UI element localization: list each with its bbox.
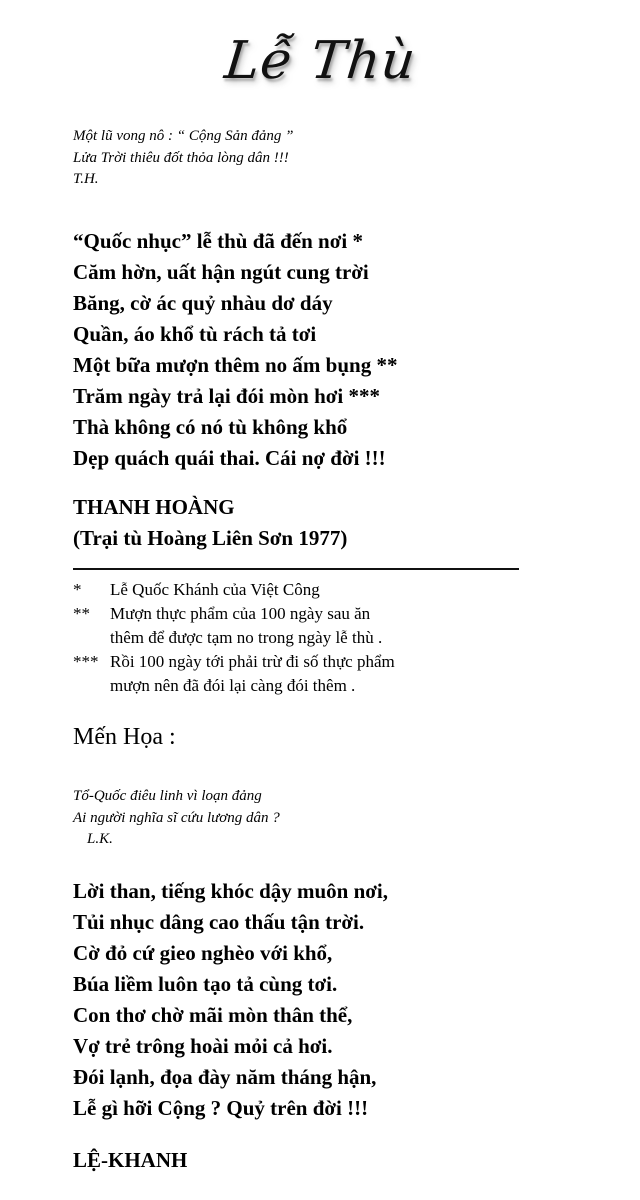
epigraph-one-signature: T.H. [73, 171, 99, 187]
footnote-item [73, 602, 395, 650]
epigraph-one [73, 126, 293, 191]
footnote-text: Lễ Quốc Khánh của Việt Công [110, 580, 320, 599]
footnote-text: Mượn thực phẩm của 100 ngày sau ăn [110, 604, 371, 623]
epigraph-two-line-2: Ai người nghĩa sĩ cứu lương dân ? [73, 809, 280, 826]
poem-one-byline [73, 492, 347, 554]
poem-one-line-8: Dẹp quách quái thai. Cái nợ đời !!! [73, 446, 386, 470]
poem-two-line-6: Vợ trẻ trông hoài mỏi cả hơi. [73, 1034, 333, 1058]
poem-one-line-5: Một bữa mượn thêm no ấm bụng ** [73, 353, 398, 377]
footnote-divider [73, 568, 519, 570]
page-title-container [0, 31, 640, 91]
poem-one-line-7: Thà không có nó tù không khổ [73, 415, 348, 439]
footnote-marker: * [73, 580, 82, 599]
footnote-item [73, 650, 395, 698]
poem-two-line-3: Cờ đỏ cứ gieo nghèo với khổ, [73, 941, 333, 965]
footnote-marker: *** [73, 652, 99, 671]
epigraph-two-signature: L.K. [87, 831, 113, 847]
footnote-text: Rồi 100 ngày tới phải trừ đi số thực phẩm [110, 652, 395, 671]
poem-two-line-7: Đói lạnh, đọa đày năm tháng hận, [73, 1065, 377, 1089]
poem-two-author: LỆ-KHANH [73, 1148, 188, 1172]
footnote-item [73, 578, 395, 602]
poem-two-line-1: Lời than, tiếng khóc dậy muôn nơi, [73, 879, 388, 903]
epigraph-one-line-2: Lửa Trời thiêu đốt thỏa lòng dân !!! [73, 149, 289, 166]
epigraph-two-line-1: Tổ-Quốc điêu linh vì loạn đảng [73, 788, 262, 804]
section-heading: Mến Họa : [73, 724, 176, 750]
page-title: Lễ Thù [221, 31, 419, 91]
footnote-continuation: thêm để được tạm no trong ngày lễ thù . [110, 628, 383, 647]
poem-one-place-year: (Trại tù Hoàng Liên Sơn 1977) [73, 526, 348, 550]
poem-two-line-4: Búa liềm luôn tạo tả cùng tơi. [73, 972, 338, 996]
poem-one-line-4: Quần, áo khổ tù rách tả tơi [73, 322, 317, 346]
poem-two-line-8: Lễ gì hỡi Cộng ? Quỷ trên đời !!! [73, 1096, 369, 1120]
poem-two [73, 876, 388, 1124]
footnote-marker: ** [73, 604, 90, 623]
poem-two-line-5: Con thơ chờ mãi mòn thân thể, [73, 1003, 353, 1027]
poem-one-line-1: “Quốc nhục” lễ thù đã đến nơi * [73, 229, 363, 253]
poem-one-line-3: Băng, cờ ác quỷ nhàu dơ dáy [73, 291, 333, 315]
epigraph-one-line-1: Một lũ vong nô : “ Cộng Sản đảng ” [73, 128, 294, 144]
poem-one-line-2: Căm hờn, uất hận ngút cung trời [73, 260, 369, 284]
poem-one-line-6: Trăm ngày trả lại đói mòn hơi *** [73, 384, 381, 408]
poem-one [73, 226, 397, 474]
poem-two-line-2: Tủi nhục dâng cao thấu tận trời. [73, 910, 365, 934]
poem-one-author: THANH HOÀNG [73, 495, 235, 519]
footnote-list [73, 578, 395, 698]
footnote-continuation: mượn nên đã đói lại càng đói thêm . [110, 676, 356, 695]
epigraph-two [73, 786, 280, 851]
